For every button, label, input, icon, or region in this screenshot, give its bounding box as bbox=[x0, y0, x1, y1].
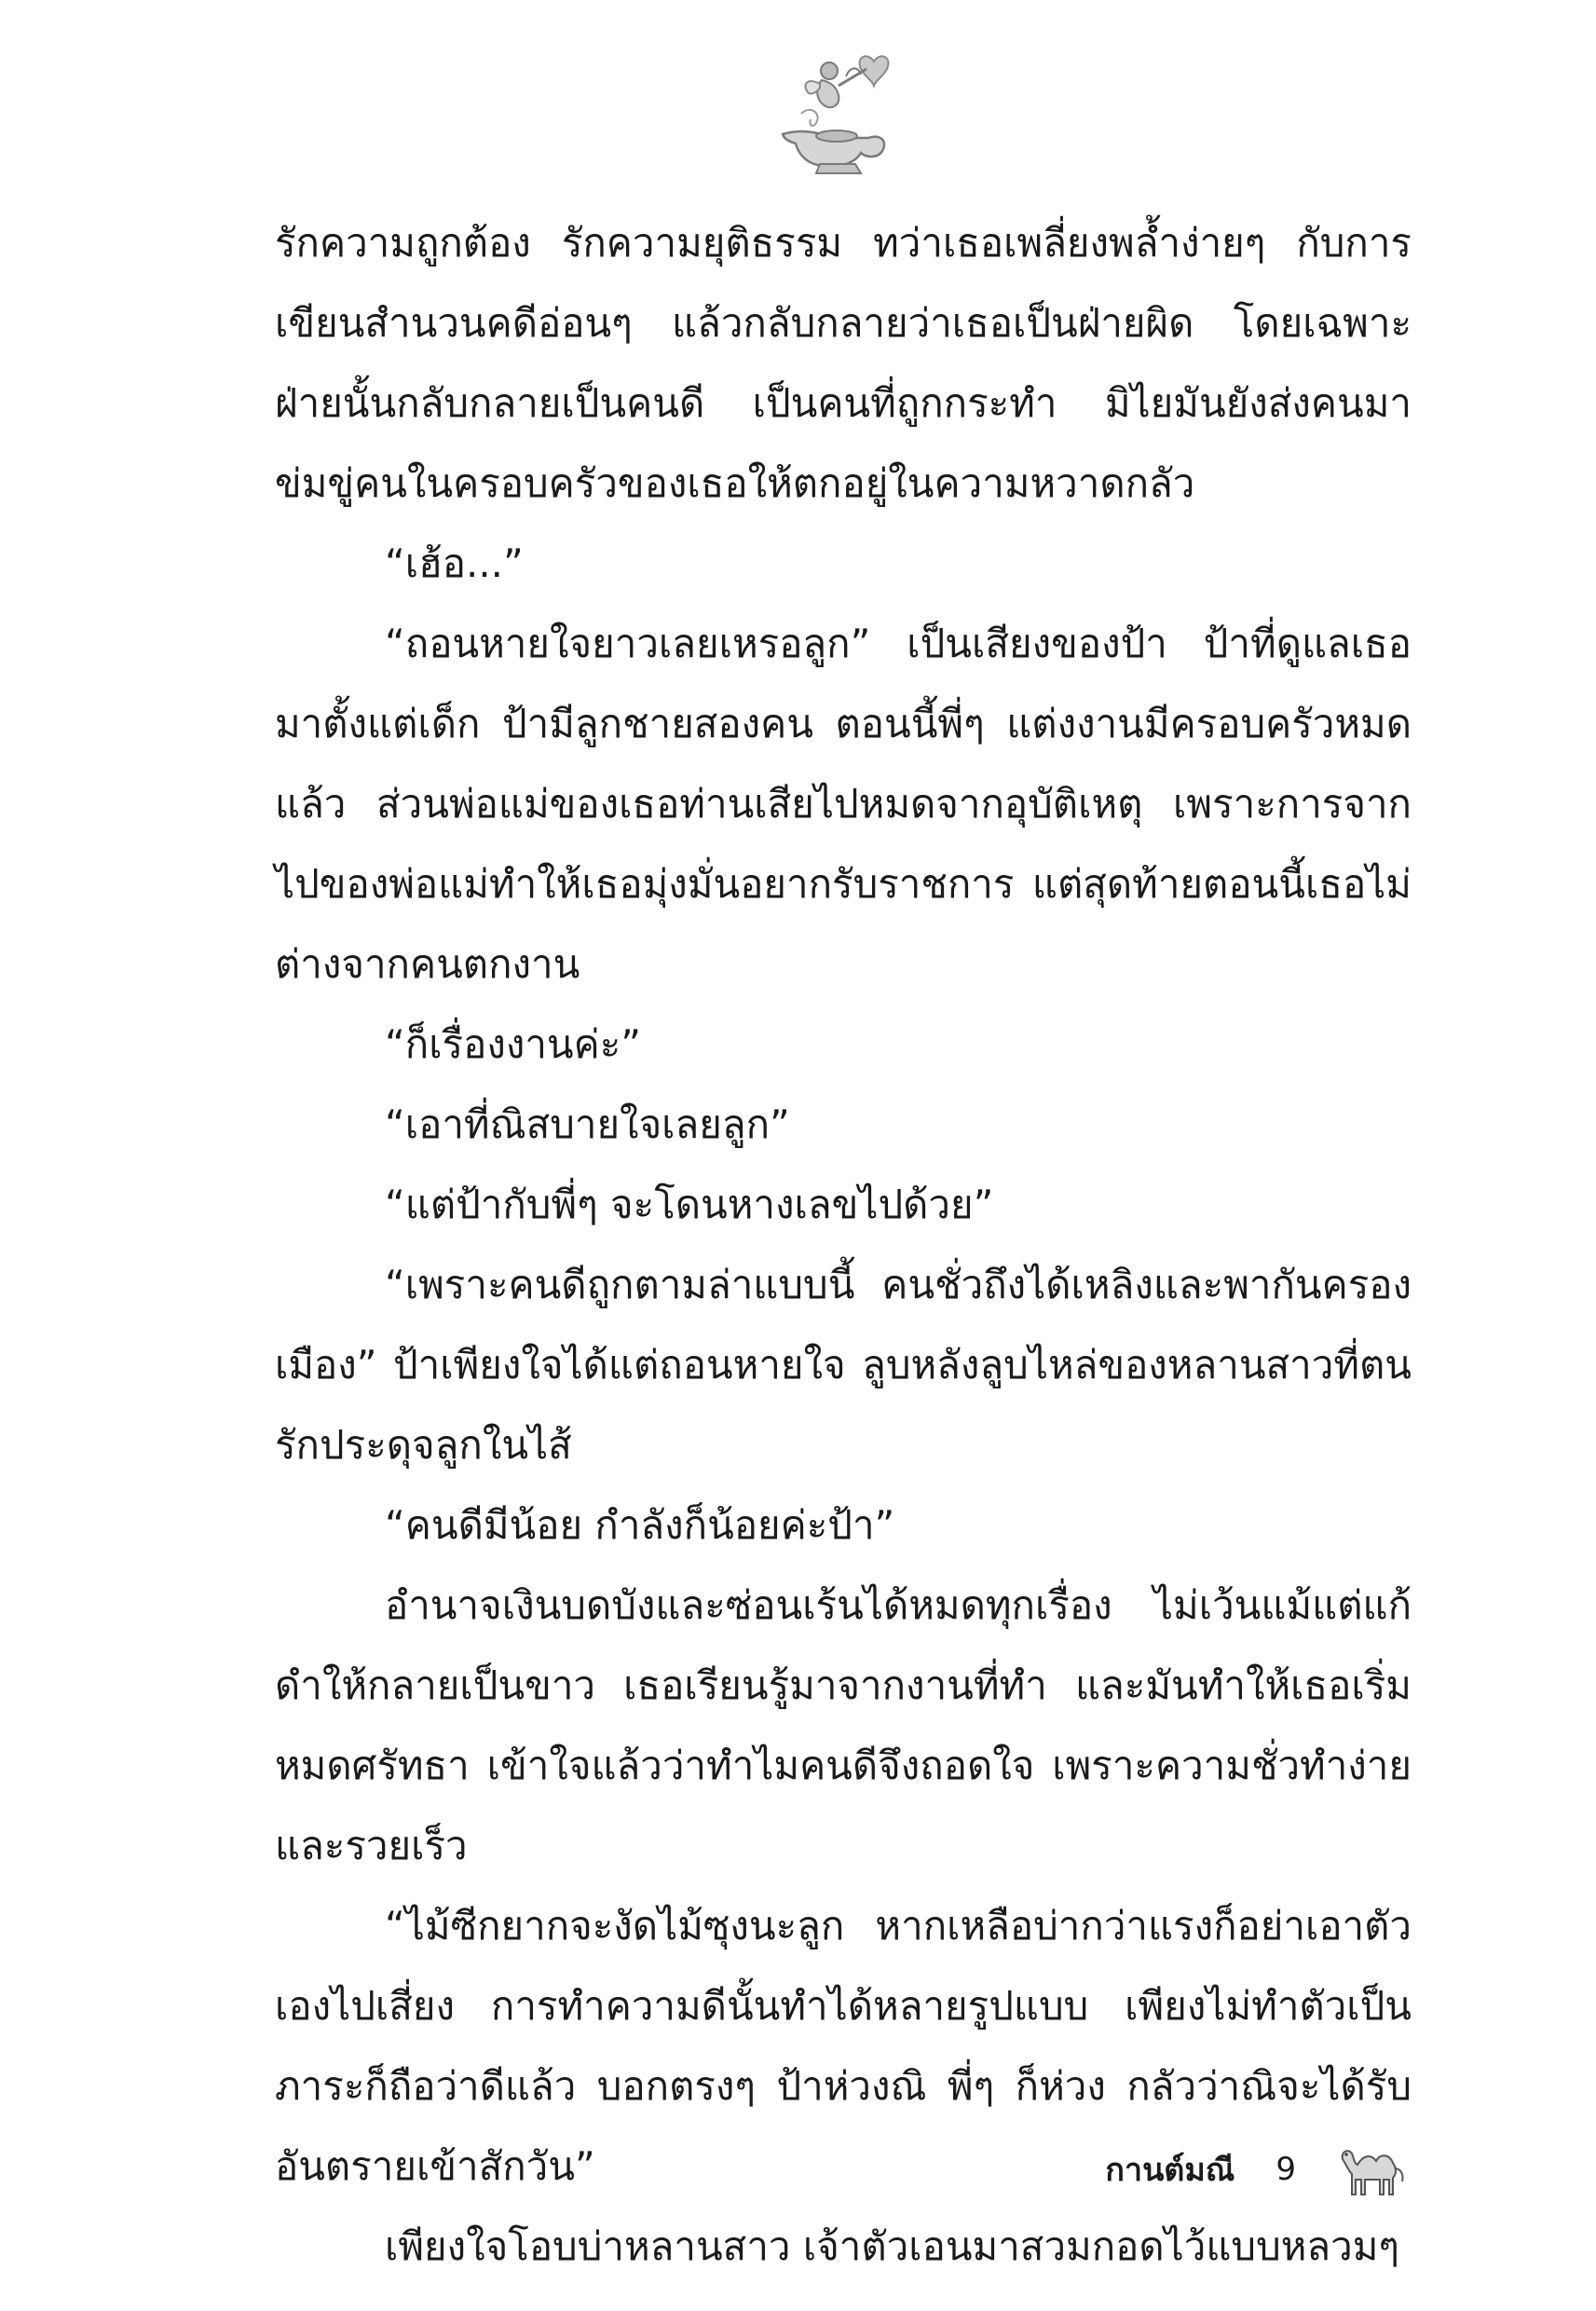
body-text bbox=[275, 203, 1412, 2287]
page-number: 9 bbox=[1275, 2151, 1296, 2188]
camel-icon bbox=[1337, 2140, 1410, 2198]
paragraph: “คนดีมีน้อย กำลังก็น้อยค่ะป้า” bbox=[385, 1502, 895, 1548]
book-title: กานต์มณี bbox=[1105, 2152, 1235, 2189]
paragraph: “ก็เรื่องงานค่ะ” bbox=[385, 1021, 642, 1067]
paragraph: อำนาจเงินบดบังและซ่อนเร้นได้หมดทุกเรื่อง ไม่เว้นแม้แต่แก้ดำให้กลายเป็นขาว เธอเรียนรู้มาจากงานที่ทำ และมันทำให้เธอเริ่มหมดศรัทธา เข้าใจแล้วว่าทำไมคนดีจึงถอดใจ เพราะความชั่วทำง่ายและรวยเร็ว bbox=[275, 1582, 1412, 1868]
paragraph: “แต่ป้ากับพี่ๆ จะโดนหางเลขไปด้วย” bbox=[385, 1182, 994, 1227]
paragraph: รักความถูกต้อง รักความยุติธรรม ทว่าเธอเพลี่ยงพล้ำง่ายๆ กับการเขียนสำนวนคดีอ่อนๆ แล้วกลับกลายว่าเธอเป็นฝ่ายผิด โดยเฉพาะฝ่ายนั้นกลับกลายเป็นคนดี เป็นคนที่ถูกกระทำ มิไยมันยังส่งคนมาข่มขู่คนในครอบครัวของเธอให้ตกอยู่ในความหวาดกลัว bbox=[275, 220, 1412, 506]
paragraph: “ไม้ซีกยากจะงัดไม้ซุงนะลูก หากเหลือบ่ากว่าแรงก็อย่าเอาตัวเองไปเสี่ยง การทำความดีนั้นทำได้หลายรูปแบบ เพียงไม่ทำตัวเป็นภาระก็ถือว่าดีแล้ว บอกตรงๆ ป้าห่วงณิ พี่ๆ ก็ห่วง กลัวว่าณิจะได้รับอันตรายเข้าสักวัน” bbox=[275, 1903, 1412, 2189]
paragraph: เพียงใจโอบบ่าหลานสาว เจ้าตัวเอนมาสวมกอดไว้แบบหลวมๆ bbox=[385, 2223, 1399, 2269]
paragraph: “เอาที่ณิสบายใจเลยลูก” bbox=[385, 1101, 790, 1147]
cupid-lamp-icon bbox=[764, 48, 904, 179]
paragraph: “เพราะคนดีถูกตามล่าแบบนี้ คนชั่วถึงได้เหลิงและพากันครองเมือง” ป้าเพียงใจได้แต่ถอนหายใจ ลูบหลังลูบไหล่ของหลานสาวที่ตนรักประดุจลูกในไส้ bbox=[275, 1262, 1412, 1468]
page-footer bbox=[1105, 2132, 1410, 2207]
paragraph: “ถอนหายใจยาวเลยเหรอลูก” เป็นเสียงของป้า ป้าที่ดูแลเธอมาตั้งแต่เด็ก ป้ามีลูกชายสองคน ตอนนี้พี่ๆ แต่งงานมีครอบครัวหมดแล้ว ส่วนพ่อแม่ของเธอท่านเสียไปหมดจากอุบัติเหตุ เพราะการจากไปของพ่อแม่ทำให้เธอมุ่งมั่นอยากรับราชการ แต่สุดท้ายตอนนี้เธอไม่ต่างจากคนตกงาน bbox=[275, 621, 1412, 987]
paragraph: “เฮ้อ...” bbox=[385, 540, 524, 586]
